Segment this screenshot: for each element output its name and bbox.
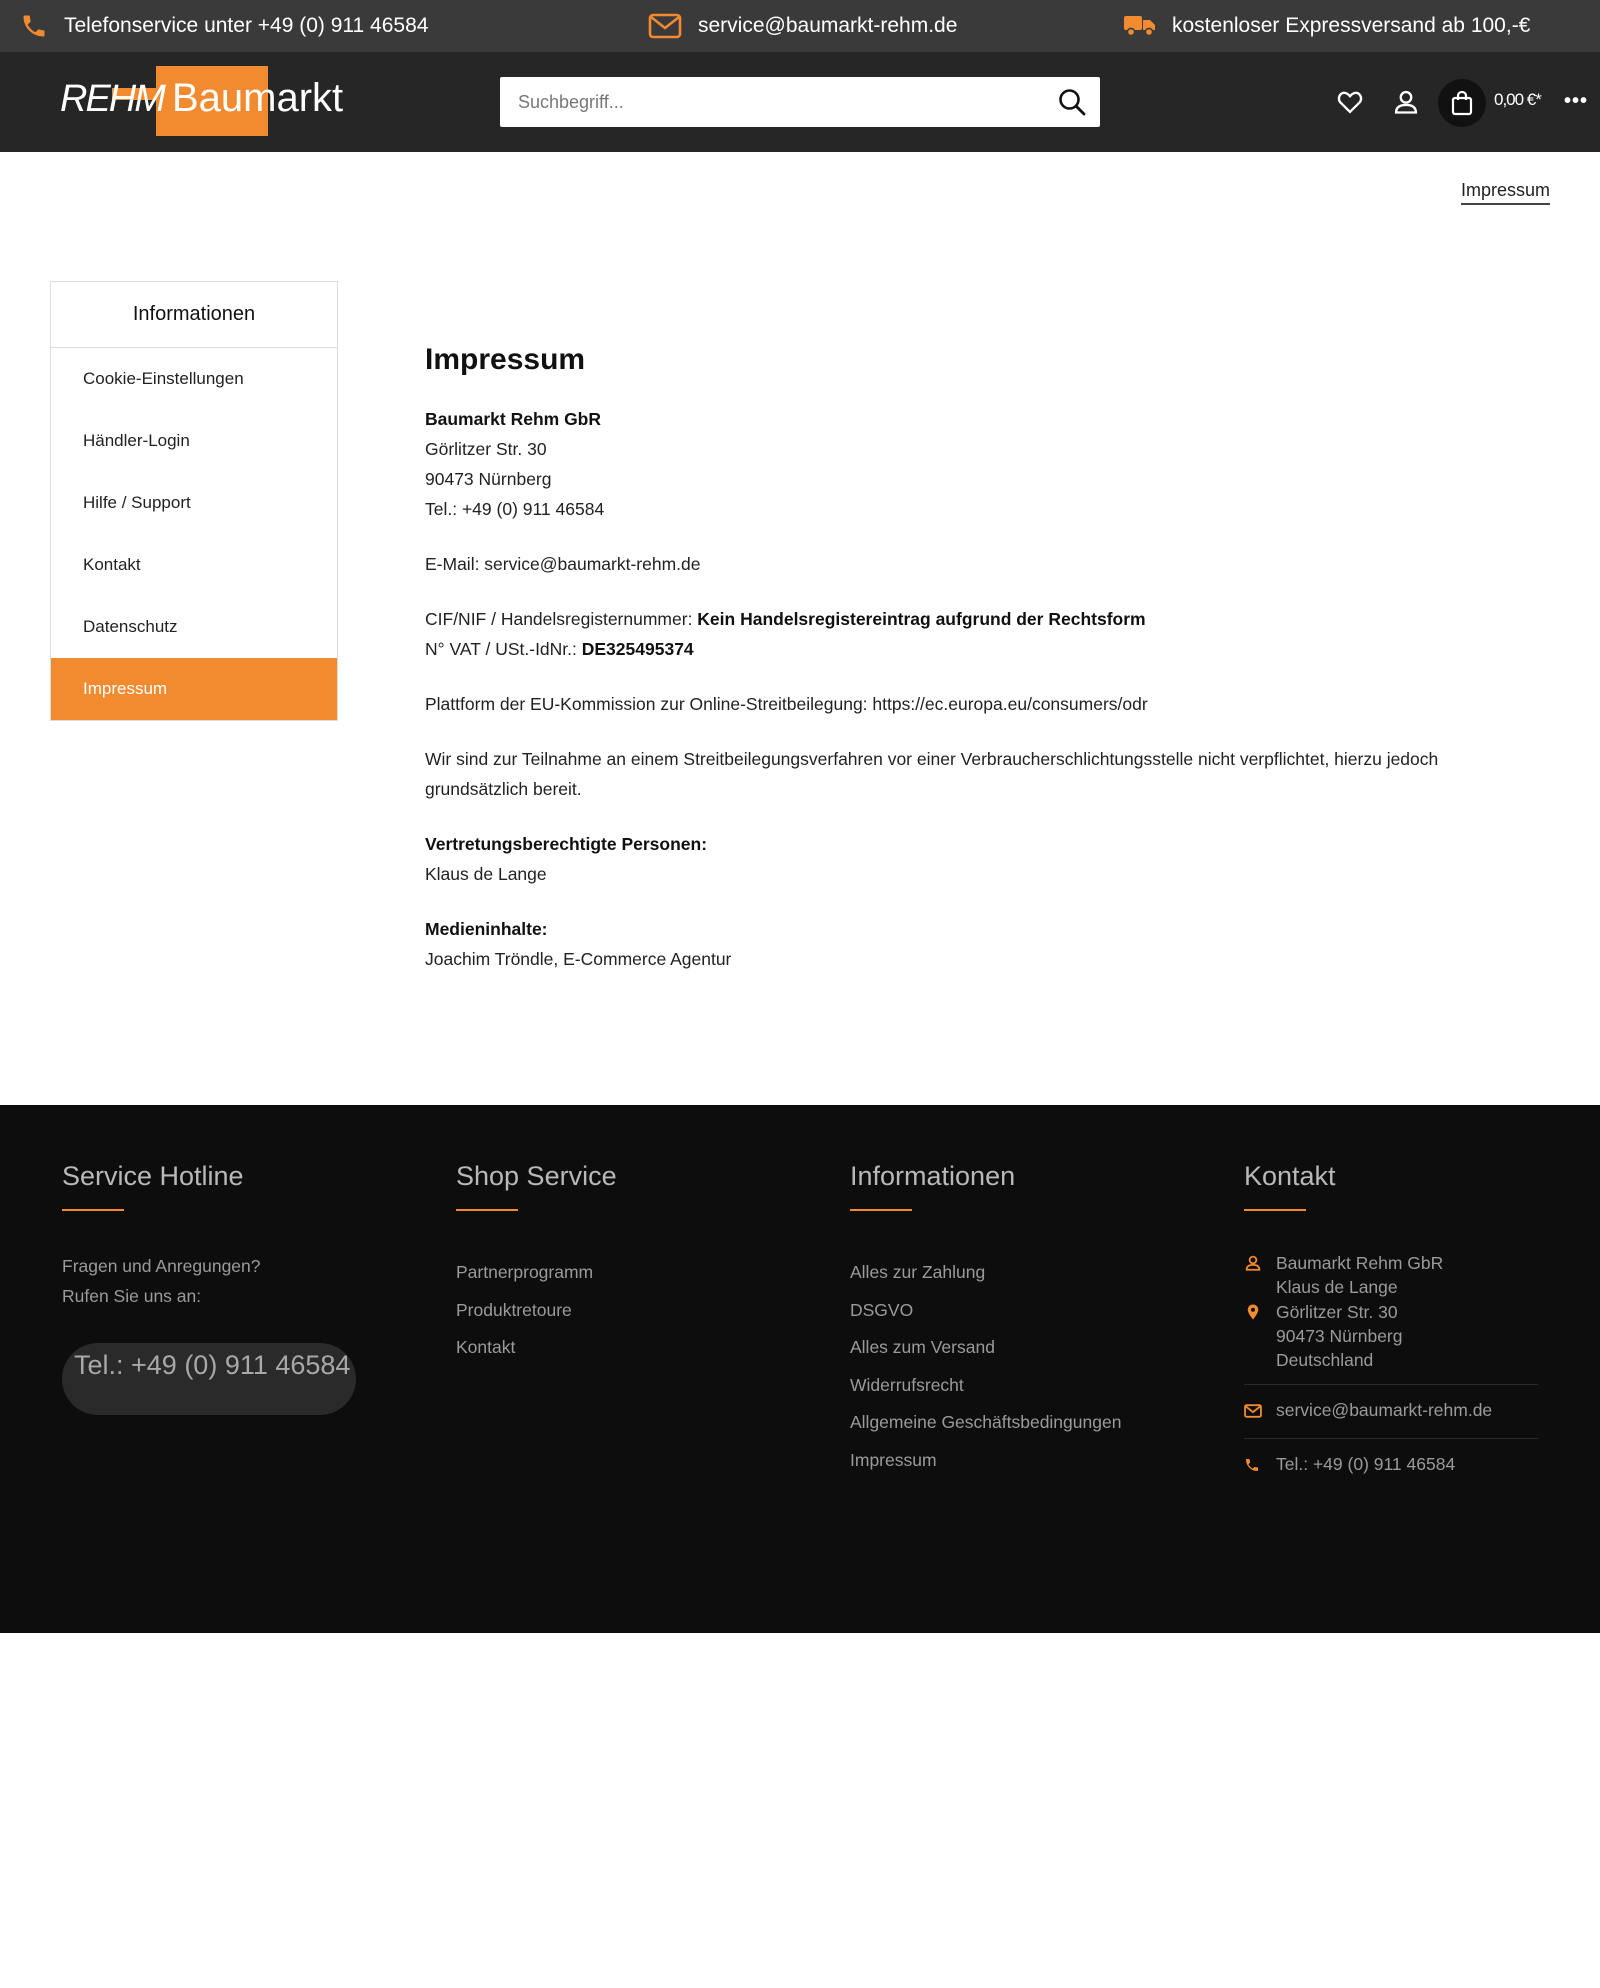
more-menu-icon[interactable]: •••	[1564, 90, 1589, 112]
cart-total[interactable]: 0,00 €*	[1494, 90, 1541, 109]
logo[interactable]	[60, 66, 350, 138]
registry-value: Kein Handelsregistereintrag aufgrund der Rechtsform	[697, 609, 1146, 629]
representatives-label: Vertretungsberechtigte Personen:	[425, 834, 708, 854]
footer-shop-service-title: Shop Service	[456, 1161, 617, 1191]
truck-icon	[1124, 13, 1156, 39]
media-name: Joachim Tröndle, E-Commerce Agentur	[425, 949, 732, 969]
footer-link-returns[interactable]: Produktretoure	[456, 1299, 572, 1320]
site-footer	[0, 1105, 1600, 1633]
phone-icon	[1244, 1452, 1262, 1479]
footer-shop-service-column	[456, 1153, 756, 1367]
footer-link-withdrawal[interactable]: Widerrufsrecht	[850, 1374, 964, 1395]
registry-block	[425, 604, 1485, 664]
footer-contact-column	[1244, 1153, 1538, 1479]
contact-email[interactable]: service@baumarkt-rehm.de	[1276, 1400, 1493, 1421]
imprint-content	[425, 340, 1485, 999]
phone-icon	[20, 12, 48, 40]
contact-phone[interactable]: Tel.: +49 (0) 911 46584	[1276, 1453, 1456, 1474]
footer-link-contact[interactable]: Kontakt	[456, 1337, 516, 1358]
vat-line	[425, 634, 1485, 664]
user-icon[interactable]	[1392, 88, 1420, 116]
contact-phone-row[interactable]	[1244, 1452, 1538, 1479]
media-block	[425, 914, 1485, 974]
contact-address-row	[1244, 1300, 1538, 1373]
site-header	[0, 52, 1600, 152]
footer-info-column	[850, 1153, 1180, 1480]
topbar-shipping-text: kostenloser Expressversand ab 100,-€	[1172, 14, 1531, 37]
sidebar-item-cookie-settings[interactable]: Cookie-Einstellungen	[83, 369, 244, 388]
divider	[1244, 1384, 1538, 1385]
topbar-phone-text: Telefonservice unter +49 (0) 911 46584	[64, 14, 429, 37]
topbar-shipping	[1124, 0, 1530, 52]
footer-title-underline	[62, 1209, 124, 1211]
search-bar	[500, 77, 1100, 127]
representatives-name: Klaus de Lange	[425, 864, 547, 884]
company-name: Baumarkt Rehm GbR	[425, 409, 602, 429]
footer-hotline-title: Service Hotline	[62, 1161, 244, 1191]
info-sidebar	[50, 281, 338, 721]
contact-person-row	[1244, 1251, 1538, 1300]
dispute-text: Wir sind zur Teilnahme an einem Streitbeilegungsverfahren vor einer Verbraucherschlichtungsstelle nicht verpflichtet, hierzu jedoch grundsätzlich bereit.	[425, 749, 1439, 799]
representatives-block	[425, 829, 1485, 889]
footer-link-payment[interactable]: Alles zur Zahlung	[850, 1262, 986, 1282]
page-title: Impressum	[425, 343, 586, 376]
search-input[interactable]	[500, 77, 1040, 127]
footer-hotline-column	[62, 1153, 362, 1415]
user-icon	[1244, 1251, 1262, 1300]
hotline-line-1: Fragen und Anregungen?	[62, 1256, 261, 1276]
info-links	[850, 1254, 1180, 1480]
phone-number: Tel.: +49 (0) 911 46584	[425, 499, 605, 519]
contact-country: Deutschland	[1276, 1350, 1374, 1371]
contact-block	[1244, 1251, 1538, 1479]
street: Görlitzer Str. 30	[425, 439, 547, 459]
hotline-text	[62, 1251, 362, 1311]
sidebar-item-dealer-login[interactable]: Händler-Login	[83, 431, 190, 450]
topbar-email-text: service@baumarkt-rehm.de	[698, 14, 958, 37]
sidebar-item-privacy[interactable]: Datenschutz	[83, 617, 178, 636]
contact-company: Baumarkt Rehm GbR	[1276, 1253, 1444, 1273]
contact-city: 90473 Nürnberg	[1276, 1325, 1403, 1346]
footer-link-imprint[interactable]: Impressum	[850, 1449, 937, 1470]
shop-service-links	[456, 1254, 756, 1367]
media-label: Medieninhalte:	[425, 919, 548, 939]
city: 90473 Nürnberg	[425, 469, 552, 489]
footer-info-title: Informationen	[850, 1161, 1016, 1191]
vat-label: N° VAT / USt.-IdNr.:	[425, 639, 582, 659]
footer-link-partner-program[interactable]: Partnerprogramm	[456, 1262, 594, 1282]
hotline-line-2: Rufen Sie uns an:	[62, 1286, 202, 1306]
top-bar	[0, 0, 1600, 52]
registry-line	[425, 604, 1485, 634]
vat-value: DE325495374	[581, 639, 694, 659]
eu-platform-line: Plattform der EU-Kommission zur Online-Streitbeilegung: https://ec.europa.eu/consumers/odr	[425, 694, 1148, 714]
contact-street: Görlitzer Str. 30	[1276, 1301, 1398, 1322]
sidebar-item-contact[interactable]: Kontakt	[83, 555, 141, 574]
heart-icon[interactable]	[1336, 88, 1364, 116]
sidebar-title: Informationen	[51, 282, 337, 348]
contact-email-row[interactable]	[1244, 1398, 1538, 1425]
contact-person: Klaus de Lange	[1276, 1277, 1398, 1298]
logo-rehm-text: REHM	[60, 78, 164, 120]
footer-title-underline	[1244, 1209, 1306, 1211]
map-pin-icon	[1244, 1300, 1262, 1373]
breadcrumb[interactable]: Impressum	[1461, 180, 1550, 205]
footer-title-underline	[850, 1209, 912, 1211]
footer-link-shipping[interactable]: Alles zum Versand	[850, 1337, 995, 1358]
sidebar-item-help-support[interactable]: Hilfe / Support	[83, 493, 191, 512]
footer-link-gdpr[interactable]: DSGVO	[850, 1299, 914, 1320]
mail-icon	[648, 13, 682, 39]
footer-title-underline	[456, 1209, 518, 1211]
topbar-phone[interactable]	[20, 0, 428, 52]
footer-contact-title: Kontakt	[1244, 1161, 1336, 1191]
logo-baumarkt-text: Baumarkt	[172, 76, 344, 120]
address-block	[425, 404, 1485, 524]
hotline-phone-button[interactable]: Tel.: +49 (0) 911 46584	[62, 1343, 356, 1415]
sidebar-item-imprint[interactable]: Impressum	[51, 658, 337, 720]
registry-label: CIF/NIF / Handelsregisternummer:	[425, 609, 698, 629]
cart-button[interactable]	[1438, 79, 1486, 127]
divider	[1244, 1438, 1538, 1439]
email-line: E-Mail: service@baumarkt-rehm.de	[425, 554, 701, 574]
footer-link-terms[interactable]: Allgemeine Geschäftsbedingungen	[850, 1412, 1122, 1433]
search-icon[interactable]	[1058, 88, 1086, 116]
mail-icon	[1244, 1398, 1262, 1425]
topbar-email[interactable]	[648, 0, 957, 52]
